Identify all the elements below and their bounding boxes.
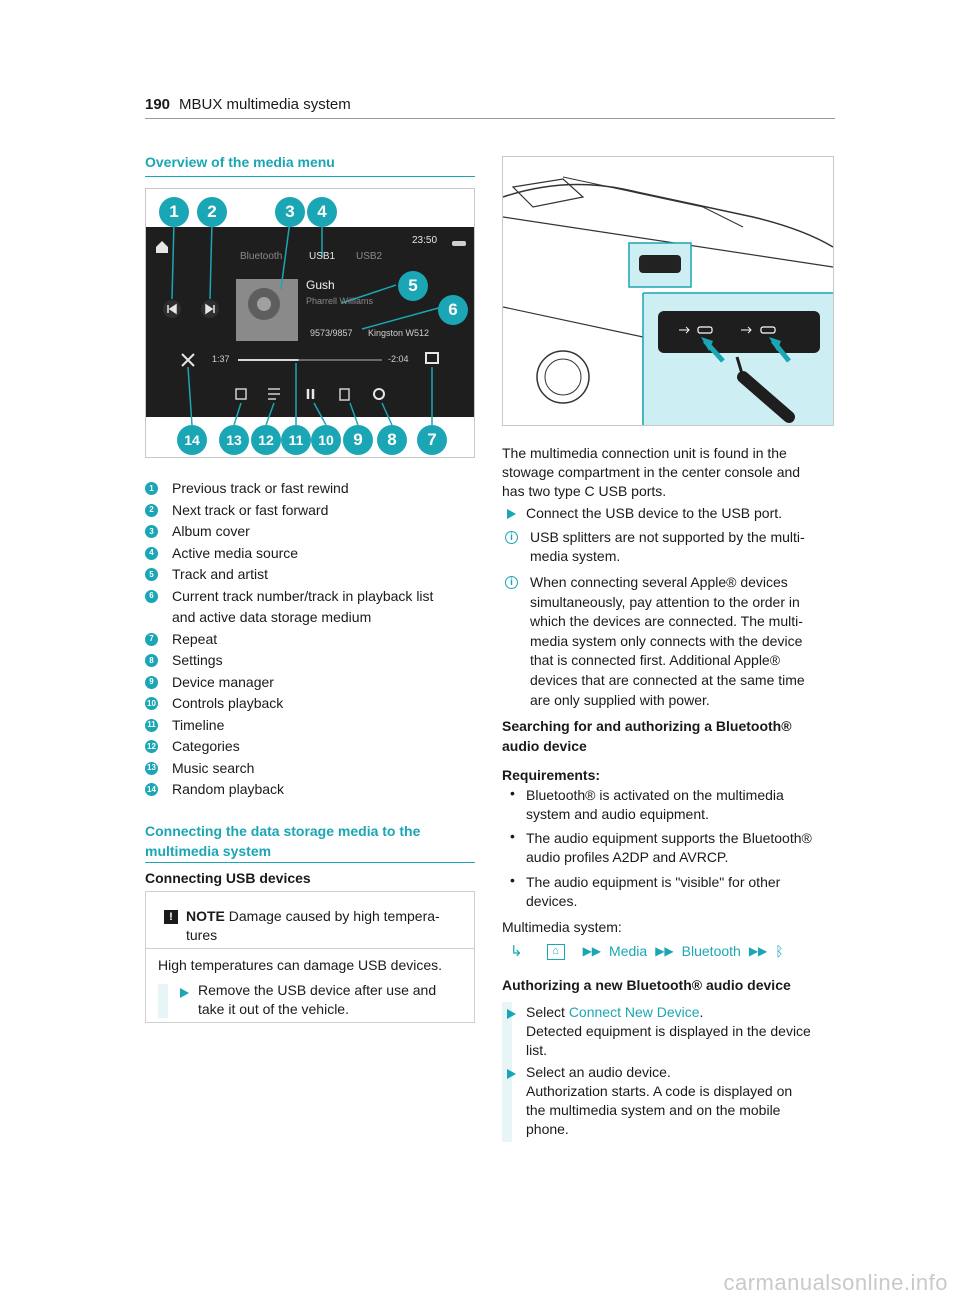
step-select-audio <box>526 1063 836 1139</box>
legend-number-badge: 1 <box>145 482 158 495</box>
exclamation-icon: ! <box>164 910 178 924</box>
usb-port-illustration <box>503 157 833 425</box>
screen-source-usb2: USB2 <box>356 251 383 262</box>
screen-clock: 23:50 <box>412 235 438 246</box>
legend-text-line: Timeline <box>172 716 225 733</box>
legend-text <box>172 779 284 801</box>
info-line: media system only connects with the device <box>530 632 803 649</box>
legend-text <box>172 693 283 715</box>
info-line: that is connected first. Additional Apple® <box>530 652 781 669</box>
legend-text <box>172 586 433 629</box>
screen-elapsed: 1:37 <box>212 354 230 364</box>
section-rule <box>145 176 475 177</box>
intro-line: has two type C USB ports. <box>502 483 667 499</box>
legend-text <box>172 758 254 780</box>
info-icon: i <box>505 576 518 589</box>
legend-number-badge: 13 <box>145 762 158 775</box>
legend-item <box>145 629 475 651</box>
note-body: High temperatures can damage USB devices. <box>158 957 443 973</box>
legend-item <box>145 736 475 758</box>
legend-number-badge: 7 <box>145 633 158 646</box>
callout-12: 12 <box>251 425 281 455</box>
legend-item <box>145 779 475 801</box>
note-step-line1: Remove the USB device after use and <box>198 982 437 998</box>
select-audio-line: Select an audio device. <box>526 1064 671 1080</box>
bluetooth-icon: ᛒ <box>775 943 784 959</box>
step-bar <box>158 984 168 1018</box>
legend-number-badge: 3 <box>145 525 158 538</box>
requirement-line: system and audio equipment. <box>526 806 709 822</box>
callout-8: 8 <box>377 425 407 455</box>
legend-text <box>172 650 223 672</box>
info-icon: i <box>505 531 518 544</box>
callout-7: 7 <box>417 425 447 455</box>
callout-3: 3 <box>275 197 305 227</box>
note-line2: tures <box>186 927 218 943</box>
legend-text-line: Current track number/track in playback list <box>172 587 434 604</box>
media-screen-illustration <box>146 189 474 457</box>
bullet-icon: • <box>510 872 515 888</box>
heading-line: Searching for and authorizing a Bluetooth® <box>502 718 792 734</box>
legend-item <box>145 564 475 586</box>
page-title: MBUX multimedia system <box>179 96 351 113</box>
legend-text-line: Device manager <box>172 673 274 690</box>
requirement-line: The audio equipment supports the Bluetooth® <box>526 830 812 846</box>
requirement-line: The audio equipment is "visible" for other <box>526 874 781 890</box>
legend-text <box>172 672 274 694</box>
usb-port-figure <box>502 156 834 426</box>
legend-text <box>172 564 268 586</box>
callout-11: 11 <box>281 425 311 455</box>
legend-item <box>145 650 475 672</box>
callout-10: 10 <box>311 425 341 455</box>
page-number: 190 <box>145 96 171 113</box>
note-line1: Damage caused by high tempera- <box>228 908 440 924</box>
callout-14: 14 <box>177 425 207 455</box>
select-line: Detected equipment is displayed in the device <box>526 1023 811 1039</box>
connect-section-title <box>145 821 420 861</box>
callout-6: 6 <box>438 295 468 325</box>
step-select-connect: Select Connect New Device. Detected equipment is displayed in the device list. <box>526 1003 836 1060</box>
connect-usb-heading: Connecting USB devices <box>145 870 311 886</box>
legend-number-badge: 4 <box>145 547 158 560</box>
legend-number-badge: 12 <box>145 740 158 753</box>
info-line: USB splitters are not supported by the multi- <box>530 529 805 545</box>
legend-text-line: Controls playback <box>172 695 284 711</box>
requirement-item <box>526 873 836 911</box>
section-rule <box>145 862 475 863</box>
authorize-heading: Authorizing a new Bluetooth® audio device <box>502 977 791 993</box>
legend-text-line: Previous track or fast rewind <box>172 480 349 496</box>
legend-text-line: and active data storage medium <box>172 609 372 625</box>
screen-artist: Pharrell Williams <box>306 296 374 306</box>
connect-title-line1: Connecting the data storage media to the <box>145 823 421 839</box>
legend-item <box>145 521 475 543</box>
info-line: simultaneously, pay attention to the order in <box>530 593 800 610</box>
select-audio-line: Authorization starts. A code is displayed on <box>526 1083 793 1099</box>
legend-item <box>145 500 475 522</box>
info-apple-devices <box>530 573 835 710</box>
note-label: NOTE <box>186 908 225 924</box>
requirement-item <box>526 786 836 824</box>
screen-remaining: -2:04 <box>388 354 409 364</box>
path-arrow-icon: ↳ <box>510 943 523 960</box>
media-section-title: Overview of the media menu <box>145 154 335 170</box>
callout-2: 2 <box>197 197 227 227</box>
screen-track: Gush <box>306 278 335 292</box>
select-line: list. <box>526 1042 547 1058</box>
legend-text-line: Categories <box>172 738 240 754</box>
legend-text-line: Repeat <box>172 630 218 647</box>
legend-text <box>172 543 298 565</box>
legend-number-badge: 6 <box>145 590 158 603</box>
connect-title-line2: multimedia system <box>145 843 272 859</box>
info-line: devices that are connected at the same time <box>530 671 805 688</box>
legend-text-line: Active media source <box>172 544 299 561</box>
legend-text <box>172 629 217 651</box>
chevron-right-icon: ▶▶ <box>582 944 602 958</box>
page-header <box>145 94 835 119</box>
note-box <box>145 891 475 1023</box>
requirements-heading: Requirements: <box>502 767 601 783</box>
legend-item <box>145 672 475 694</box>
legend-item <box>145 715 475 737</box>
legend-text-line: Random playback <box>172 781 285 797</box>
watermark: carmanualsonline.info <box>723 1270 948 1295</box>
legend-text <box>172 736 240 758</box>
info-line: which the devices are connected. The multi- <box>530 613 803 630</box>
chevron-right-icon: ▶▶ <box>655 944 674 958</box>
callout-1: 1 <box>159 197 189 227</box>
callout-13: 13 <box>219 425 249 455</box>
step-arrow-icon <box>507 509 516 519</box>
screen-source-bluetooth: Bluetooth <box>240 251 283 262</box>
note-step-line2: take it out of the vehicle. <box>198 1001 349 1017</box>
legend-text <box>172 500 328 522</box>
requirement-line: audio profiles A2DP and AVRCP. <box>526 849 729 865</box>
legend-list <box>145 478 475 801</box>
info-line: are only supplied with power. <box>530 691 710 708</box>
legend-item <box>145 758 475 780</box>
callout-4: 4 <box>307 197 337 227</box>
path-label: Multimedia system: <box>502 919 622 935</box>
media-screen-figure <box>145 188 475 458</box>
info-line: When connecting several Apple® devices <box>530 574 788 590</box>
step-arrow-icon <box>180 988 189 998</box>
legend-number-badge: 8 <box>145 654 158 667</box>
legend-text-line: Settings <box>172 652 223 668</box>
path-media: Media <box>609 943 648 959</box>
bullet-icon: • <box>510 785 515 801</box>
select-prefix: Select <box>526 1004 565 1020</box>
intro-paragraph <box>502 444 837 501</box>
legend-text <box>172 715 224 737</box>
intro-line: The multimedia connection unit is found in the <box>502 445 787 461</box>
callout-5: 5 <box>398 271 428 301</box>
requirement-item <box>526 829 836 867</box>
legend-number-badge: 2 <box>145 504 158 517</box>
requirement-line: Bluetooth® is activated on the multimedia <box>526 787 784 803</box>
step-connect-usb: Connect the USB device to the USB port. <box>526 505 783 521</box>
legend-text-line: Next track or fast forward <box>172 501 329 518</box>
step-arrow-icon <box>507 1009 516 1019</box>
legend-number-badge: 10 <box>145 697 158 710</box>
legend-text-line: Music search <box>172 759 255 776</box>
bullet-icon: • <box>510 828 515 844</box>
chevron-right-icon: ▶▶ <box>748 944 768 958</box>
screen-track-count: 9573/9857 <box>310 328 353 338</box>
legend-text-line: Album cover <box>172 523 250 539</box>
legend-number-badge: 5 <box>145 568 158 581</box>
legend-text <box>172 478 349 500</box>
requirement-line: devices. <box>526 893 578 909</box>
callout-9: 9 <box>343 425 373 455</box>
legend-item <box>145 586 475 629</box>
connect-new-device-link: Connect New Device <box>568 1004 700 1020</box>
info-usb-splitters <box>530 528 835 566</box>
step-arrow-icon <box>507 1069 516 1079</box>
legend-item <box>145 478 475 500</box>
bluetooth-search-heading <box>502 716 837 756</box>
select-audio-line: phone. <box>526 1121 569 1137</box>
menu-path <box>510 942 784 961</box>
screen-device: Kingston W512 <box>368 328 430 338</box>
legend-number-badge: 11 <box>145 719 158 732</box>
legend-text-line: Track and artist <box>172 566 268 582</box>
info-line: media system. <box>530 548 621 564</box>
legend-item <box>145 543 475 565</box>
select-audio-line: the multimedia system and on the mobile <box>526 1102 781 1118</box>
path-bluetooth: Bluetooth <box>681 943 741 959</box>
screen-source-usb1: USB1 <box>309 251 336 262</box>
legend-number-badge: 14 <box>145 783 158 796</box>
heading-line: audio device <box>502 738 587 754</box>
legend-number-badge: 9 <box>145 676 158 689</box>
legend-text <box>172 521 250 543</box>
home-icon: ⌂ <box>547 944 565 960</box>
legend-item <box>145 693 475 715</box>
intro-line: stowage compartment in the center console and <box>502 464 801 480</box>
